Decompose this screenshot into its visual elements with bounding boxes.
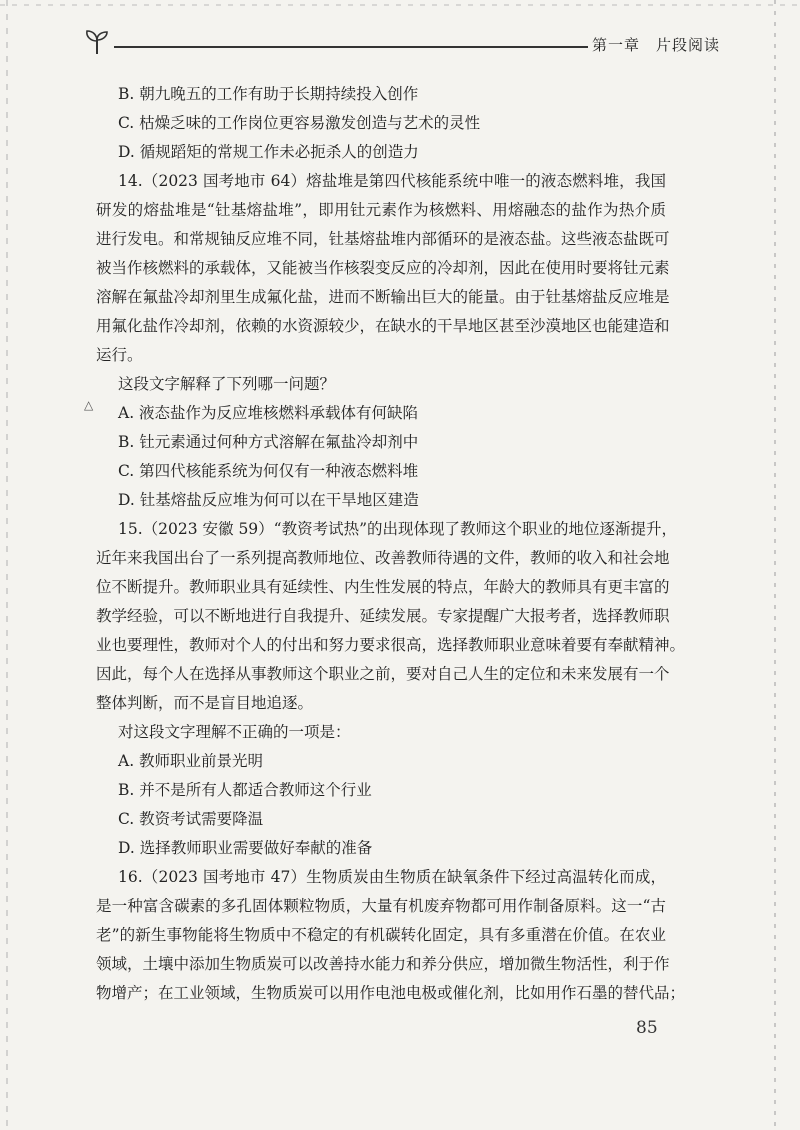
question-15-line: 近年来我国出台了一系列提高教师地位、改善教师待遇的文件，教师的收入和社会地 (96, 549, 670, 567)
question-15-line: 整体判断，而不是盲目地追逐。 (96, 694, 314, 712)
question-15-line: 业也要理性，教师对个人的付出和努力要求很高，选择教师职业意味着要有奉献精神。 (96, 636, 686, 654)
question-14-line: 研发的熔盐堆是“钍基熔盐堆”，即用钍元素作为核燃料、用熔融态的盐作为热介质 (96, 201, 666, 219)
option-b-q15: B. 并不是所有人都适合教师这个行业 (118, 781, 372, 799)
question-16-line: 16.（2023 国考地市 47）生物质炭由生物质在缺氧条件下经过高温转化而成， (118, 868, 666, 886)
question-14-line: 进行发电。和常规铀反应堆不同，钍基熔盐堆内部循环的是液态盐。这些液态盐既可 (96, 230, 670, 248)
option-b-q14: B. 钍元素通过何种方式溶解在氟盐冷却剂中 (118, 433, 419, 451)
question-15-line: 因此，每个人在选择从事教师这个职业之前，要对自己人生的定位和未来发展有一个 (96, 665, 670, 683)
question-14-line: 用氟化盐作冷却剂，依赖的水资源较少，在缺水的干旱地区甚至沙漠地区也能建造和 (96, 317, 670, 335)
handwritten-mark: △ (84, 398, 94, 412)
question-15-line: 位不断提升。教师职业具有延续性、内生性发展的特点，年龄大的教师具有更丰富的 (96, 578, 670, 596)
body-text (96, 80, 686, 1008)
scan-edge-right (774, 0, 776, 1130)
option-b-q13: B. 朝九晚五的工作有助于长期持续投入创作 (118, 85, 419, 103)
option-c-q15: C. 教资考试需要降温 (118, 810, 264, 828)
page-number: 85 (636, 1018, 658, 1038)
question-15-prompt: 对这段文字理解不正确的一项是： (118, 723, 351, 741)
question-15-line: 教学经验，可以不断地进行自我提升、延续发展。专家提醒广大报考者，选择教师职 (96, 607, 670, 625)
sprout-icon (84, 28, 110, 56)
question-16-line: 是一种富含碳素的多孔固体颗粒物质，大量有机废弃物都可用作制备原料。这一“古 (96, 897, 666, 915)
option-d-q13: D. 循规蹈矩的常规工作未必扼杀人的创造力 (118, 143, 419, 161)
question-15-line: 15.（2023 安徽 59）“教资考试热”的出现体现了教师这个职业的地位逐渐提升， (118, 520, 678, 538)
scan-edge-left (6, 0, 8, 1130)
question-14-prompt: 这段文字解释了下列哪一问题？ (118, 375, 336, 393)
option-c-q13: C. 枯燥乏味的工作岗位更容易激发创造与艺术的灵性 (118, 114, 481, 132)
option-a-q14: A. 液态盐作为反应堆核燃料承载体有何缺陷 (118, 404, 419, 422)
question-16-line: 物增产；在工业领域，生物质炭可以用作电池电极或催化剂，比如用作石墨的替代品； (96, 984, 686, 1002)
scan-edge-top (0, 4, 800, 6)
option-d-q15: D. 选择教师职业需要做好奉献的准备 (118, 839, 373, 857)
question-14-line: 14.（2023 国考地市 64）熔盐堆是第四代核能系统中唯一的液态燃料堆，我国 (118, 172, 666, 190)
header-rule (114, 46, 588, 48)
option-a-q15: A. 教师职业前景光明 (118, 752, 264, 770)
chapter-title: 第一章 片段阅读 (592, 36, 721, 54)
question-16-line: 老”的新生事物能将生物质中不稳定的有机碳转化固定，具有多重潜在价值。在农业 (96, 926, 666, 944)
question-16-line: 领域，土壤中添加生物质炭可以改善持水能力和养分供应，增加微生物活性，利于作 (96, 955, 670, 973)
question-14-line: 运行。 (96, 346, 143, 364)
question-14-line: 溶解在氟盐冷却剂里生成氟化盐，进而不断输出巨大的能量。由于钍基熔盐反应堆是 (96, 288, 670, 306)
option-d-q14: D. 钍基熔盐反应堆为何可以在干旱地区建造 (118, 491, 419, 509)
page-header (84, 28, 721, 58)
option-c-q14: C. 第四代核能系统为何仅有一种液态燃料堆 (118, 462, 419, 480)
question-14-line: 被当作核燃料的承载体，又能被当作核裂变反应的冷却剂，因此在使用时要将钍元素 (96, 259, 670, 277)
